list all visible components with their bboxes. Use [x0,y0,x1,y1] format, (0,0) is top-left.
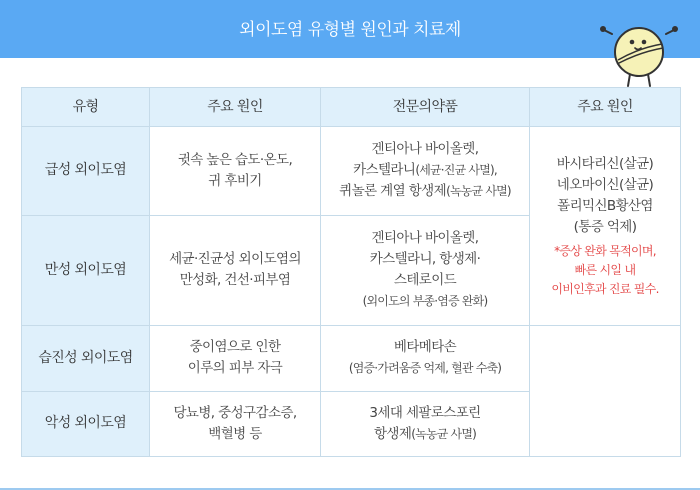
cause-line: 중이염으로 인한 [189,339,281,356]
drug-line: 베타메타손 [393,339,457,356]
drug-line: 겐티아나 바이올렛, [371,230,479,247]
main-cause-line: (통증 억제) [573,218,637,235]
main-cause-cell [530,127,681,326]
caution-note: *증상 완화 목적이며, 빠른 시일 내 이비인후과 진료 필수. [551,243,659,296]
column-header-cause: 주요 원인 [150,88,321,127]
empty-cell [530,326,681,457]
drug-line: 퀴놀론 계열 항생제(녹농균 사멸) [339,183,511,200]
main-cause-line: 네오마이신(살균) [556,176,654,193]
row-drug-cell [321,391,530,456]
cause-line: 만성화, 건선·피부염 [179,272,291,289]
row-type-label: 악성 외이도염 [22,391,150,456]
row-drug-cell [321,127,530,216]
row-drug-cell [321,326,530,391]
row-type-label: 만성 외이도염 [22,215,150,326]
table-header-row [22,88,681,127]
row-cause-cell [150,391,321,456]
main-cause-line: 바시타리신(살균) [556,155,654,172]
table-row [22,127,681,216]
cause-line: 귀 후비기 [208,172,262,189]
cause-line: 귓속 높은 습도·온도, [177,151,293,168]
title-banner [0,0,700,58]
drug-line: 스테로이드 [393,272,457,289]
drug-line: 카스텔라니, 항생제· [369,251,481,268]
cause-line: 세균·진균성 외이도염의 [169,251,301,268]
column-header-type: 유형 [22,88,150,127]
row-drug-cell [321,215,530,326]
drug-line: 카스텔라니(세균·진균 사멸), [353,162,497,179]
row-cause-cell [150,215,321,326]
row-type-label: 급성 외이도염 [22,127,150,216]
page-title: 외이도염 유형별 원인과 치료제 [239,19,461,40]
drug-line: 3세대 세팔로스포린 [369,404,481,421]
drug-line: 겐티아나 바이올렛, [371,141,479,158]
row-cause-cell [150,326,321,391]
column-header-main-cause: 주요 원인 [530,88,681,127]
table-row [22,326,681,391]
cause-line: 이루의 피부 자극 [187,360,283,377]
cause-line: 백혈병 등 [208,425,262,442]
drug-line: (염증·가려움증 억제, 혈관 수축) [348,361,502,376]
cause-line: 당뇨병, 중성구감소증, [173,404,297,421]
row-cause-cell [150,127,321,216]
drug-line: 항생제(녹농균 사멸) [373,425,477,442]
smiling-pill-mascot-icon [600,22,690,92]
column-header-drug: 전문의약품 [321,88,530,127]
main-cause-line: 폴리믹신B황산염 [557,197,653,214]
row-type-label: 습진성 외이도염 [22,326,150,391]
treatment-table [21,87,681,457]
drug-line: (외이도의 부종·염증 완화) [362,294,488,309]
